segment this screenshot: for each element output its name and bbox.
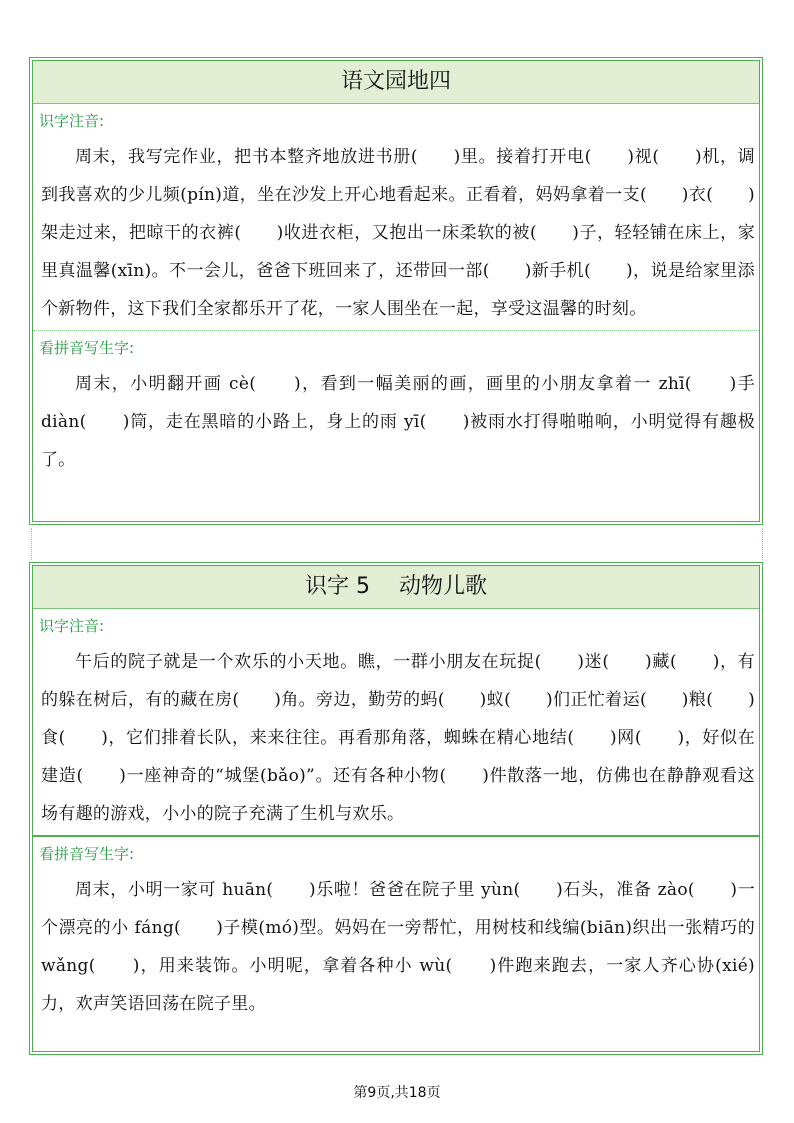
paragraph-zhuyin: 周末，我写完作业，把书本整齐地放进书册( )里。接着打开电( )视( )机，调到我喜欢的少儿频(pín)道，坐在沙发上开心地看起来。正看着，妈妈拿着一支( )衣( )架走过来，把晾干的衣裤( )收进衣柜，又抱出一床柔软的被( )子，轻轻铺在床上，家里真温馨(xīn)。不一会儿，爸爸下班回来了，还带回一部( )新手机( )，说是给家里添个新物件，这下我们全家都乐开了花，一家人围坐在一起，享受这温馨的时刻。	[41, 147, 755, 319]
page-number: 第9页,共18页	[353, 1085, 441, 1101]
section-yuwen-yuandi-4	[29, 57, 763, 525]
separator	[31, 528, 763, 560]
label-zhuyin: 识字注音:	[39, 617, 105, 635]
label-pinyin: 看拼音写生字:	[39, 339, 135, 357]
section-shizi-5	[29, 562, 763, 1055]
paragraph-zhuyin: 午后的院子就是一个欢乐的小天地。瞧，一群小朋友在玩捉( )迷( )藏( )，有的躲在树后，有的藏在房( )角。旁边，勤劳的蚂( )蚁( )们正忙着运( )粮( )食( )，它们排着长队，来来往往。再看那角落，蜘蛛在精心地结( )网( )，好似在建造( )一座神奇的“城堡(bǎo)”。还有各种小物( )件散落一地，仿佛也在静静观看这场有趣的游戏，小小的院子充满了生机与欢乐。	[41, 652, 755, 824]
label-zhuyin: 识字注音:	[39, 112, 105, 130]
label-pinyin: 看拼音写生字:	[39, 845, 135, 863]
paragraph-pinyin: 周末，小明一家可 huān( )乐啦！爸爸在院子里 yùn( )石头，准备 zào( )一个漂亮的小 fáng( )子模(mó)型。妈妈在一旁帮忙，用树枝和线编(biān)织出一张精巧的 wǎng( )，用来装饰。小明呢，拿着各种小 wù( )件跑来跑去，一家人齐心协(xié)力，欢声笑语回荡在院子里。	[41, 880, 755, 1014]
section-title: 识字 5 动物儿歌	[33, 566, 759, 609]
section-title: 语文园地四	[33, 61, 759, 104]
paragraph-pinyin: 周末，小明翻开画 cè( )，看到一幅美丽的画，画里的小朋友拿着一 zhī( )手 diàn( )筒，走在黑暗的小路上，身上的雨 yī( )被雨水打得啪啪响，小明觉得有趣极了。	[41, 374, 755, 470]
